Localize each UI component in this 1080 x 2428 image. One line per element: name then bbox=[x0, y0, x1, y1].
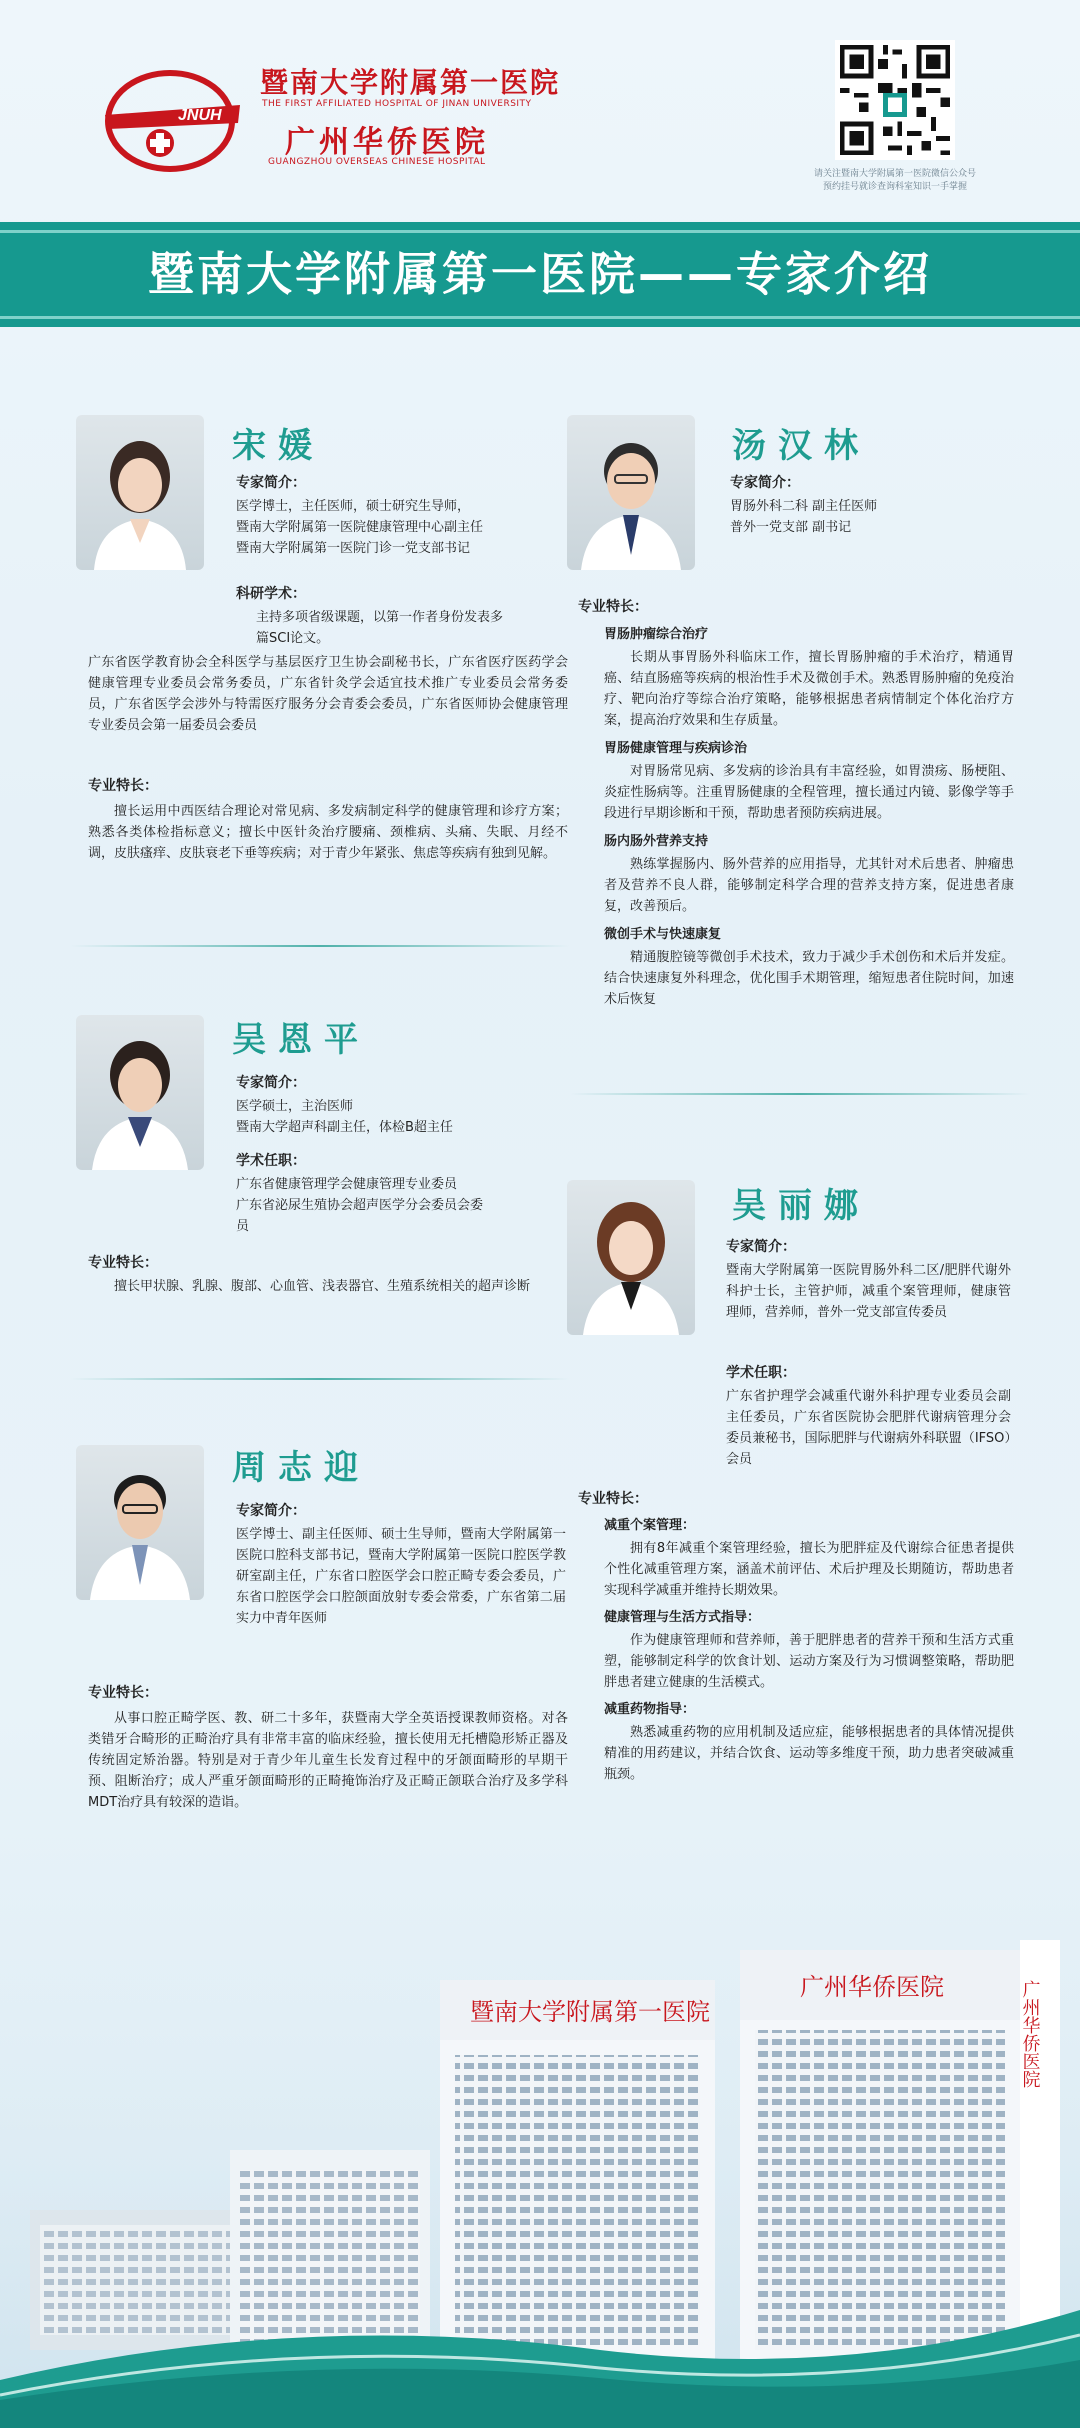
portrait-icon bbox=[567, 415, 695, 570]
intro-text: 胃肠外科二科 副主任医师 普外一党支部 副书记 bbox=[730, 499, 878, 535]
expert-name: 汤汉林 bbox=[732, 426, 870, 466]
hospital-logo bbox=[100, 55, 561, 175]
academic-text: 广东省护理学会减重代谢外科护理专业委员会副主任委员，广东省医院协会肥胖代谢病管理分会委员兼秘书，国际肥胖与代谢病外科联盟（IFSO）会员 bbox=[726, 1389, 1011, 1467]
specialty-sub-text: 长期从事胃肠外科临床工作，擅长胃肠肿瘤的手术治疗，精通胃癌、结直肠癌等疾病的根治性手术及微创手术。熟悉胃肠肿瘤的免疫治疗、靶向治疗等综合治疗策略，能够根据患者病情制定个体化治疗方案，提高治疗效果和生存质量。 bbox=[604, 650, 1014, 728]
expert-name: 吴丽娜 bbox=[732, 1186, 870, 1226]
logo-text: JNUH bbox=[178, 107, 222, 124]
building-sign: 广州华侨医院 bbox=[800, 1973, 944, 2001]
specialty-sub-text: 作为健康管理师和营养师，善于肥胖患者的营养干预和生活方式重塑，能够制定科学的饮食计划、运动方案及行为习惯调整策略，帮助肥胖患者建立健康的生活模式。 bbox=[604, 1633, 1014, 1690]
specialty-sub-text: 拥有8年减重个案管理经验，擅长为肥胖症及代谢综合征患者提供个性化减重管理方案，涵盖术前评估、术后护理及长期随访，帮助患者实现科学减重并维持长期效果。 bbox=[604, 1541, 1014, 1598]
research-roles: 广东省医学教育协会全科医学与基层医疗卫生协会副秘书长，广东省医疗医药学会健康管理专业委员会常务委员，广东省针灸学会适宜技术推广专业委员会常务委员，广东省医学会涉外与特需医疗服务分会青委会委员，广东省医师协会健康管理专业委员会第一届委员会委员 bbox=[88, 655, 568, 733]
intro-text: 暨南大学附属第一医院胃肠外科二区/肥胖代谢外科护士长，主管护师，减重个案管理师，健康管理师，营养师，普外一党支部宣传委员 bbox=[726, 1263, 1011, 1320]
specialty-sub-text: 熟练掌握肠内、肠外营养的应用指导，尤其针对术后患者、肿瘤患者及营养不良人群，能够制定科学合理的营养支持方案，促进患者康复，改善预后。 bbox=[604, 857, 1014, 914]
intro-text: 医学博士、副主任医师、硕士生导师，暨南大学附属第一医院口腔科支部书记，暨南大学附属第一医院口腔医学教研室副主任，广东省口腔医学会口腔正畸专委会委员，广东省口腔医学会口腔颌面放射专委会常委，广东省第二届实力中青年医师 bbox=[236, 1527, 566, 1626]
academic-heading: 学术任职： bbox=[236, 1153, 306, 1169]
hospital-name-en2: GUANGZHOU OVERSEAS CHINESE HOSPITAL bbox=[268, 157, 486, 167]
jnuh-emblem-icon bbox=[100, 63, 250, 173]
specialty-sub-heading: 胃肠健康管理与疾病诊治 bbox=[604, 741, 748, 756]
specialty-sub-text: 熟悉减重药物的应用机制及适应症，能够根据患者的具体情况提供精准的用药建议，并结合饮食、运动等多维度干预，助力患者突破减重瓶颈。 bbox=[604, 1725, 1014, 1782]
intro-heading: 专家简介： bbox=[236, 1503, 306, 1519]
portrait-icon bbox=[76, 415, 204, 570]
intro-heading: 专家简介： bbox=[236, 1075, 306, 1091]
header bbox=[0, 0, 1080, 220]
expert-photo bbox=[76, 1015, 204, 1170]
expert-name: 宋媛 bbox=[232, 426, 324, 466]
portrait-icon bbox=[567, 1180, 695, 1335]
divider bbox=[70, 945, 570, 947]
research-heading: 科研学术： bbox=[236, 586, 306, 602]
specialty-text: 擅长甲状腺、乳腺、腹部、心血管、浅表器官、生殖系统相关的超声诊断 bbox=[114, 1279, 531, 1294]
page-title: 暨南大学附属第一医院——专家介绍 bbox=[148, 247, 932, 301]
specialty-heading: 专业特长： bbox=[578, 1491, 648, 1507]
specialty-heading: 专业特长： bbox=[88, 778, 158, 794]
divider bbox=[70, 1378, 570, 1380]
specialty-text: 从事口腔正畸学医、教、研二十多年，获暨南大学全英语授课教师资格。对各类错牙合畸形的正畸治疗具有非常丰富的临床经验，擅长使用无托槽隐形矫正器及传统固定矫治器。特别是对于青少年儿童生长发育过程中的牙颌面畸形的早期干预、阻断治疗；成人严重牙颌面畸形的正畸掩饰治疗及正畸正颌联合治疗及多学科MDT治疗具有较深的造诣。 bbox=[88, 1711, 568, 1810]
specialty-sub-heading: 微创手术与快速康复 bbox=[604, 927, 722, 942]
expert-photo bbox=[567, 1180, 695, 1335]
building-vertical-sign: 广州华侨医院 bbox=[1019, 1980, 1041, 2088]
specialty-sub-heading: 健康管理与生活方式指导： bbox=[604, 1610, 761, 1625]
intro-text: 医学硕士，主治医师 暨南大学超声科副主任，体检B超主任 bbox=[236, 1099, 453, 1135]
specialty-sub-heading: 胃肠肿瘤综合治疗 bbox=[604, 627, 709, 642]
building-sign: 暨南大学附属第一医院 bbox=[470, 1998, 710, 2026]
expert-name: 吴恩平 bbox=[232, 1020, 370, 1060]
hospital-name-en: THE FIRST AFFILIATED HOSPITAL OF JINAN UNIVERSITY bbox=[262, 99, 532, 109]
academic-text: 广东省健康管理学会健康管理专业委员 广东省泌尿生殖协会超声医学分会委员会委 员 bbox=[236, 1177, 484, 1234]
hospital-building-illustration bbox=[0, 1880, 1080, 2428]
title-banner bbox=[0, 222, 1080, 327]
qr-code-icon bbox=[835, 40, 955, 160]
research-text: 主持多项省级课题，以第一作者身份发表多 篇SCI论文。 bbox=[256, 610, 504, 646]
specialty-heading: 专业特长： bbox=[578, 599, 648, 615]
qr-caption: 请关注暨南大学附属第一医院微信公众号 预约挂号就诊查询科室知识一手掌握 bbox=[813, 169, 976, 192]
divider bbox=[570, 1093, 1030, 1095]
intro-text: 医学博士，主任医师，硕士研究生导师， 暨南大学附属第一医院健康管理中心副主任 暨南大学附属第一医院门诊一党支部书记 bbox=[236, 499, 484, 556]
portrait-icon bbox=[76, 1015, 204, 1170]
specialty-sub-heading: 减重个案管理： bbox=[604, 1518, 696, 1533]
specialty-heading: 专业特长： bbox=[88, 1685, 158, 1701]
specialty-sub-text: 精通腹腔镜等微创手术技术，致力于减少手术创伤和术后并发症。结合快速康复外科理念，优化围手术期管理，缩短患者住院时间，加速术后恢复 bbox=[604, 950, 1014, 1007]
portrait-icon bbox=[76, 1445, 204, 1600]
specialty-text: 擅长运用中西医结合理论对常见病、多发病制定科学的健康管理和诊疗方案；熟悉各类体检指标意义；擅长中医针灸治疗腰痛、颈椎病、头痛、失眠、月经不调，皮肤瘙痒、皮肤衰老下垂等疾病；对于青少年紧张、焦虑等疾病有独到见解。 bbox=[88, 804, 568, 861]
hospital-name-cn: 暨南大学附属第一医院 bbox=[260, 66, 561, 99]
expert-name: 周志迎 bbox=[232, 1448, 370, 1488]
specialty-heading: 专业特长： bbox=[88, 1255, 158, 1271]
specialty-sub-heading: 减重药物指导： bbox=[604, 1702, 696, 1717]
academic-heading: 学术任职： bbox=[726, 1365, 796, 1381]
hospital-name-cn2: 广州华侨医院 bbox=[285, 125, 489, 160]
expert-photo bbox=[76, 415, 204, 570]
intro-heading: 专家简介： bbox=[236, 475, 306, 491]
expert-photo bbox=[567, 415, 695, 570]
specialty-sub-text: 对胃肠常见病、多发病的诊治具有丰富经验，如胃溃疡、肠梗阻、炎症性肠病等。注重胃肠健康的全程管理，擅长通过内镜、影像学等手段进行早期诊断和干预，帮助患者预防疾病进展。 bbox=[604, 764, 1014, 821]
intro-heading: 专家简介： bbox=[730, 475, 800, 491]
intro-heading: 专家简介： bbox=[726, 1239, 796, 1255]
specialty-sub-heading: 肠内肠外营养支持 bbox=[604, 834, 709, 849]
expert-photo bbox=[76, 1445, 204, 1600]
